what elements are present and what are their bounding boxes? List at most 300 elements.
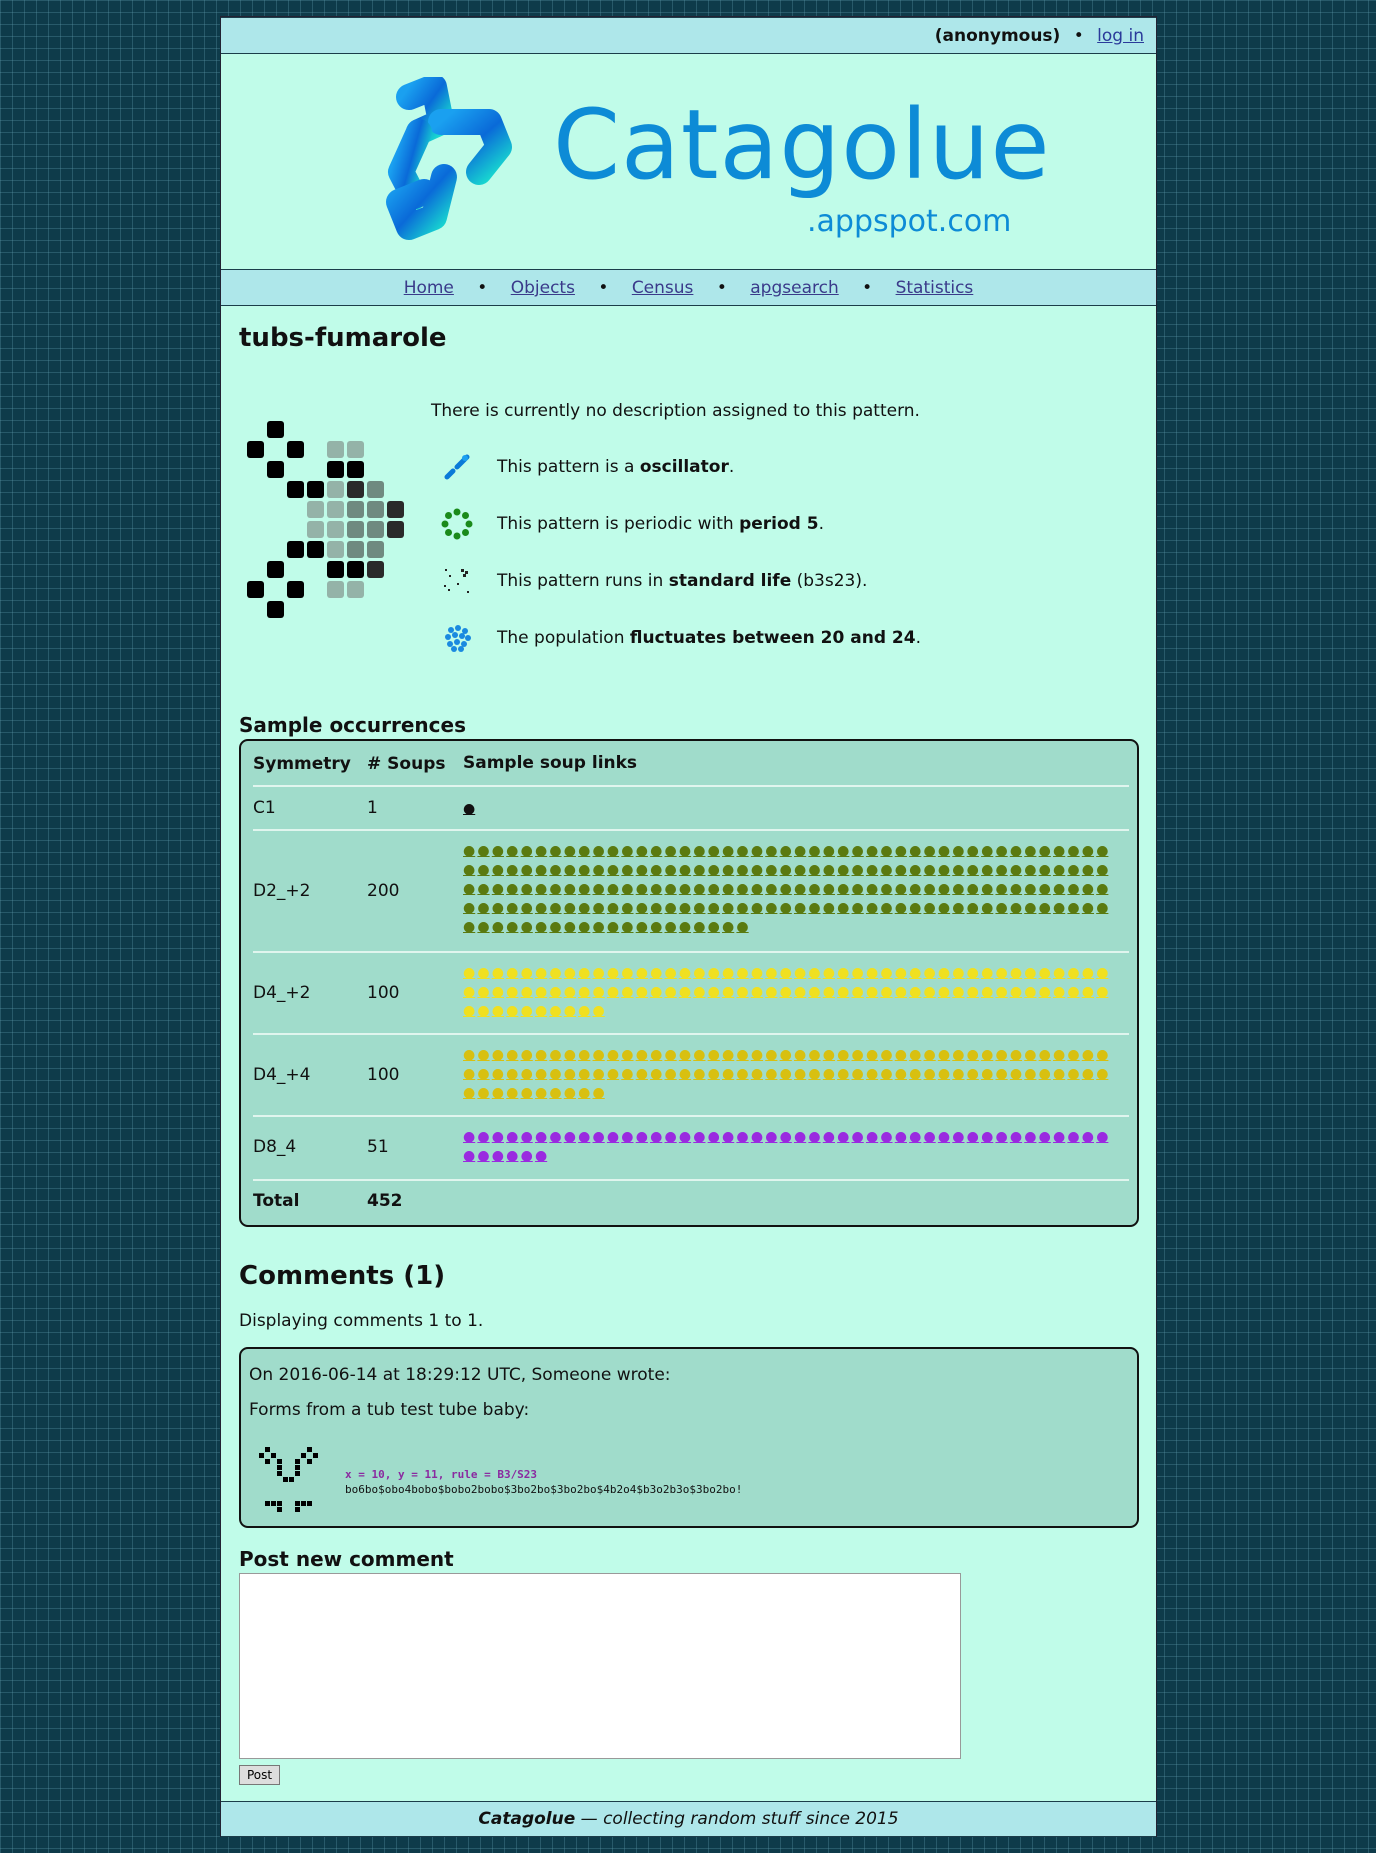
soup-link[interactable]: [578, 1046, 590, 1062]
soup-link[interactable]: [693, 861, 705, 877]
soup-link[interactable]: [535, 861, 547, 877]
soup-link[interactable]: [535, 1128, 547, 1144]
soup-link[interactable]: [477, 1065, 489, 1081]
soup-link[interactable]: [995, 880, 1007, 896]
soup-link[interactable]: [852, 861, 864, 877]
soup-link[interactable]: [535, 842, 547, 858]
soup-link[interactable]: [636, 918, 648, 934]
soup-link[interactable]: [1096, 964, 1108, 980]
soup-link[interactable]: [636, 842, 648, 858]
soup-link[interactable]: [880, 1046, 892, 1062]
soup-link[interactable]: [866, 899, 878, 915]
soup-link[interactable]: [765, 1065, 777, 1081]
soup-link[interactable]: [995, 964, 1007, 980]
soup-link[interactable]: [866, 1046, 878, 1062]
soup-link[interactable]: [880, 899, 892, 915]
soup-link[interactable]: [1053, 861, 1065, 877]
soup-link[interactable]: [952, 1128, 964, 1144]
soup-link[interactable]: [1082, 1046, 1094, 1062]
soup-link[interactable]: [621, 842, 633, 858]
soup-link[interactable]: [564, 899, 576, 915]
soup-link[interactable]: [866, 861, 878, 877]
soup-link[interactable]: [664, 899, 676, 915]
soup-link[interactable]: [564, 1084, 576, 1100]
soup-link[interactable]: [679, 918, 691, 934]
soup-link[interactable]: [621, 861, 633, 877]
soup-link[interactable]: [780, 964, 792, 980]
soup-link[interactable]: [477, 1046, 489, 1062]
soup-link[interactable]: [995, 1046, 1007, 1062]
soup-link[interactable]: [722, 1065, 734, 1081]
soup-link[interactable]: [1010, 861, 1022, 877]
soup-link[interactable]: [564, 1046, 576, 1062]
soup-link[interactable]: [895, 880, 907, 896]
soup-link[interactable]: [708, 861, 720, 877]
soup-link[interactable]: [463, 880, 475, 896]
soup-link[interactable]: [751, 983, 763, 999]
soup-link[interactable]: [578, 918, 590, 934]
soup-link[interactable]: [564, 983, 576, 999]
nav-apgsearch[interactable]: apgsearch: [750, 278, 839, 298]
soup-link[interactable]: [823, 1046, 835, 1062]
soup-link[interactable]: [837, 899, 849, 915]
soup-link[interactable]: [693, 880, 705, 896]
soup-link[interactable]: [780, 1046, 792, 1062]
soup-link[interactable]: [837, 880, 849, 896]
soup-link[interactable]: [1067, 880, 1079, 896]
soup-link[interactable]: [880, 880, 892, 896]
soup-link[interactable]: [708, 899, 720, 915]
soup-link[interactable]: [664, 918, 676, 934]
soup-link[interactable]: [650, 1128, 662, 1144]
soup-link[interactable]: [1039, 842, 1051, 858]
soup-link[interactable]: [1082, 899, 1094, 915]
soup-link[interactable]: [1096, 1065, 1108, 1081]
soup-link[interactable]: [1082, 964, 1094, 980]
soup-link[interactable]: [621, 899, 633, 915]
soup-link[interactable]: [1039, 880, 1051, 896]
soup-link[interactable]: [636, 1046, 648, 1062]
soup-link[interactable]: [1010, 842, 1022, 858]
soup-link[interactable]: [693, 918, 705, 934]
soup-link[interactable]: [664, 842, 676, 858]
soup-link[interactable]: [578, 1002, 590, 1018]
soup-link[interactable]: [650, 880, 662, 896]
soup-link[interactable]: [679, 842, 691, 858]
soup-link[interactable]: [837, 861, 849, 877]
soup-link[interactable]: [650, 899, 662, 915]
soup-link[interactable]: [808, 1065, 820, 1081]
soup-link[interactable]: [1067, 1128, 1079, 1144]
soup-link[interactable]: [880, 861, 892, 877]
soup-link[interactable]: [1082, 983, 1094, 999]
soup-link[interactable]: [995, 842, 1007, 858]
soup-link[interactable]: [794, 1128, 806, 1144]
soup-link[interactable]: [938, 861, 950, 877]
soup-link[interactable]: [679, 964, 691, 980]
soup-link[interactable]: [852, 983, 864, 999]
soup-link[interactable]: [852, 899, 864, 915]
soup-link[interactable]: [895, 1046, 907, 1062]
soup-link[interactable]: [463, 842, 475, 858]
soup-link[interactable]: [780, 1128, 792, 1144]
soup-link[interactable]: [549, 1002, 561, 1018]
soup-link[interactable]: [593, 1002, 605, 1018]
soup-link[interactable]: [549, 918, 561, 934]
soup-link[interactable]: [938, 899, 950, 915]
soup-link[interactable]: [765, 899, 777, 915]
soup-link[interactable]: [621, 1046, 633, 1062]
soup-link[interactable]: [708, 880, 720, 896]
soup-link[interactable]: [693, 1128, 705, 1144]
soup-link[interactable]: [808, 964, 820, 980]
soup-link[interactable]: [607, 964, 619, 980]
soup-link[interactable]: [909, 983, 921, 999]
soup-link[interactable]: [722, 918, 734, 934]
soup-link[interactable]: [492, 861, 504, 877]
soup-link[interactable]: [909, 899, 921, 915]
soup-link[interactable]: [564, 842, 576, 858]
soup-link[interactable]: [1010, 964, 1022, 980]
soup-link[interactable]: [578, 861, 590, 877]
soup-link[interactable]: [967, 1128, 979, 1144]
soup-link[interactable]: [1024, 861, 1036, 877]
soup-link[interactable]: [909, 880, 921, 896]
soup-link[interactable]: [808, 880, 820, 896]
soup-link[interactable]: [823, 983, 835, 999]
soup-link[interactable]: [636, 861, 648, 877]
soup-link[interactable]: [477, 842, 489, 858]
soup-link[interactable]: [736, 964, 748, 980]
soup-link[interactable]: [708, 983, 720, 999]
soup-link[interactable]: [693, 899, 705, 915]
soup-link[interactable]: [535, 964, 547, 980]
soup-link[interactable]: [736, 842, 748, 858]
soup-link[interactable]: [506, 899, 518, 915]
soup-link[interactable]: [492, 842, 504, 858]
soup-link[interactable]: [938, 880, 950, 896]
soup-link[interactable]: [823, 964, 835, 980]
soup-link[interactable]: [995, 899, 1007, 915]
soup-link[interactable]: [664, 861, 676, 877]
soup-link[interactable]: [1082, 861, 1094, 877]
soup-link[interactable]: [938, 983, 950, 999]
soup-link[interactable]: [952, 1046, 964, 1062]
soup-link[interactable]: [664, 880, 676, 896]
soup-link[interactable]: [924, 964, 936, 980]
soup-link[interactable]: [607, 842, 619, 858]
soup-link[interactable]: [564, 861, 576, 877]
soup-link[interactable]: [880, 1065, 892, 1081]
soup-link[interactable]: [679, 983, 691, 999]
soup-link[interactable]: [506, 861, 518, 877]
soup-link[interactable]: [463, 1046, 475, 1062]
soup-link[interactable]: [477, 1147, 489, 1163]
soup-link[interactable]: [1024, 899, 1036, 915]
soup-link[interactable]: [794, 861, 806, 877]
soup-link[interactable]: [679, 1128, 691, 1144]
soup-link[interactable]: [693, 1046, 705, 1062]
soup-link[interactable]: [607, 1128, 619, 1144]
soup-link[interactable]: [1096, 983, 1108, 999]
soup-link[interactable]: [967, 880, 979, 896]
soup-link[interactable]: [1067, 983, 1079, 999]
soup-link[interactable]: [895, 1065, 907, 1081]
soup-link[interactable]: [593, 918, 605, 934]
soup-link[interactable]: [751, 1046, 763, 1062]
soup-link[interactable]: [780, 983, 792, 999]
soup-link[interactable]: [924, 880, 936, 896]
soup-link[interactable]: [852, 1128, 864, 1144]
soup-link[interactable]: [794, 1065, 806, 1081]
soup-link[interactable]: [463, 983, 475, 999]
soup-link[interactable]: [664, 1046, 676, 1062]
soup-link[interactable]: [909, 842, 921, 858]
soup-link[interactable]: [722, 964, 734, 980]
soup-link[interactable]: [794, 842, 806, 858]
soup-link[interactable]: [794, 983, 806, 999]
soup-link[interactable]: [909, 964, 921, 980]
soup-link[interactable]: [1067, 842, 1079, 858]
soup-link[interactable]: [837, 1046, 849, 1062]
soup-link[interactable]: [708, 964, 720, 980]
soup-link[interactable]: [909, 1128, 921, 1144]
soup-link[interactable]: [952, 880, 964, 896]
soup-link[interactable]: [1053, 983, 1065, 999]
soup-link[interactable]: [780, 899, 792, 915]
soup-link[interactable]: [1010, 1128, 1022, 1144]
soup-link[interactable]: [995, 861, 1007, 877]
soup-link[interactable]: [607, 1046, 619, 1062]
soup-link[interactable]: [549, 1065, 561, 1081]
soup-link[interactable]: [492, 1002, 504, 1018]
soup-link[interactable]: [521, 918, 533, 934]
soup-link[interactable]: [722, 983, 734, 999]
soup-link[interactable]: [549, 964, 561, 980]
soup-link[interactable]: [693, 842, 705, 858]
soup-link[interactable]: [895, 1128, 907, 1144]
soup-link[interactable]: [736, 1065, 748, 1081]
soup-link[interactable]: [521, 1065, 533, 1081]
soup-link[interactable]: [693, 964, 705, 980]
soup-link[interactable]: [549, 1128, 561, 1144]
soup-link[interactable]: [1053, 1046, 1065, 1062]
soup-link[interactable]: [1053, 964, 1065, 980]
soup-link[interactable]: [837, 842, 849, 858]
soup-link[interactable]: [866, 1128, 878, 1144]
soup-link[interactable]: [952, 983, 964, 999]
soup-link[interactable]: [780, 861, 792, 877]
soup-link[interactable]: [521, 842, 533, 858]
soup-link[interactable]: [463, 800, 475, 816]
soup-link[interactable]: [477, 918, 489, 934]
soup-link[interactable]: [895, 899, 907, 915]
soup-link[interactable]: [981, 899, 993, 915]
soup-link[interactable]: [751, 1065, 763, 1081]
nav-home[interactable]: Home: [403, 278, 454, 298]
soup-link[interactable]: [938, 1065, 950, 1081]
soup-link[interactable]: [895, 842, 907, 858]
soup-link[interactable]: [751, 899, 763, 915]
soup-link[interactable]: [924, 861, 936, 877]
soup-link[interactable]: [852, 1065, 864, 1081]
soup-link[interactable]: [564, 1128, 576, 1144]
soup-link[interactable]: [736, 861, 748, 877]
soup-link[interactable]: [650, 842, 662, 858]
soup-link[interactable]: [621, 918, 633, 934]
soup-link[interactable]: [765, 861, 777, 877]
soup-link[interactable]: [866, 983, 878, 999]
soup-link[interactable]: [722, 1046, 734, 1062]
soup-link[interactable]: [506, 1084, 518, 1100]
soup-link[interactable]: [564, 918, 576, 934]
soup-link[interactable]: [549, 861, 561, 877]
soup-link[interactable]: [535, 1084, 547, 1100]
soup-link[interactable]: [621, 1065, 633, 1081]
soup-link[interactable]: [492, 899, 504, 915]
soup-link[interactable]: [535, 899, 547, 915]
soup-link[interactable]: [463, 899, 475, 915]
soup-link[interactable]: [1024, 983, 1036, 999]
soup-link[interactable]: [564, 964, 576, 980]
soup-link[interactable]: [636, 1128, 648, 1144]
soup-link[interactable]: [895, 964, 907, 980]
soup-link[interactable]: [593, 1128, 605, 1144]
soup-link[interactable]: [650, 964, 662, 980]
soup-link[interactable]: [995, 983, 1007, 999]
soup-link[interactable]: [952, 842, 964, 858]
soup-link[interactable]: [506, 842, 518, 858]
nav-objects[interactable]: Objects: [510, 278, 575, 298]
soup-link[interactable]: [1039, 1128, 1051, 1144]
soup-link[interactable]: [1082, 1065, 1094, 1081]
soup-link[interactable]: [477, 1128, 489, 1144]
soup-link[interactable]: [722, 1128, 734, 1144]
soup-link[interactable]: [521, 861, 533, 877]
soup-link[interactable]: [521, 1147, 533, 1163]
soup-link[interactable]: [1039, 983, 1051, 999]
soup-link[interactable]: [636, 899, 648, 915]
soup-link[interactable]: [1024, 880, 1036, 896]
soup-link[interactable]: [506, 1065, 518, 1081]
soup-link[interactable]: [722, 899, 734, 915]
soup-link[interactable]: [593, 983, 605, 999]
soup-link[interactable]: [564, 1065, 576, 1081]
soup-link[interactable]: [1039, 964, 1051, 980]
soup-link[interactable]: [593, 861, 605, 877]
soup-link[interactable]: [967, 1046, 979, 1062]
soup-link[interactable]: [621, 880, 633, 896]
soup-link[interactable]: [808, 899, 820, 915]
soup-link[interactable]: [463, 1084, 475, 1100]
soup-link[interactable]: [564, 880, 576, 896]
soup-link[interactable]: [1024, 1046, 1036, 1062]
soup-link[interactable]: [823, 880, 835, 896]
soup-link[interactable]: [521, 1046, 533, 1062]
soup-link[interactable]: [664, 1128, 676, 1144]
soup-link[interactable]: [564, 1002, 576, 1018]
soup-link[interactable]: [938, 1046, 950, 1062]
soup-link[interactable]: [780, 1065, 792, 1081]
soup-link[interactable]: [837, 1065, 849, 1081]
soup-link[interactable]: [607, 1065, 619, 1081]
soup-link[interactable]: [521, 899, 533, 915]
soup-link[interactable]: [1082, 842, 1094, 858]
soup-link[interactable]: [679, 1065, 691, 1081]
soup-link[interactable]: [808, 1128, 820, 1144]
soup-link[interactable]: [492, 1128, 504, 1144]
soup-link[interactable]: [578, 842, 590, 858]
soup-link[interactable]: [924, 1065, 936, 1081]
soup-link[interactable]: [952, 861, 964, 877]
soup-link[interactable]: [1067, 1046, 1079, 1062]
soup-link[interactable]: [1096, 861, 1108, 877]
soup-link[interactable]: [808, 861, 820, 877]
soup-link[interactable]: [736, 918, 748, 934]
soup-link[interactable]: [506, 964, 518, 980]
soup-link[interactable]: [1039, 861, 1051, 877]
soup-link[interactable]: [794, 880, 806, 896]
soup-link[interactable]: [808, 842, 820, 858]
soup-link[interactable]: [995, 1128, 1007, 1144]
soup-link[interactable]: [1067, 899, 1079, 915]
soup-link[interactable]: [823, 842, 835, 858]
soup-link[interactable]: [1096, 1046, 1108, 1062]
soup-link[interactable]: [535, 880, 547, 896]
soup-link[interactable]: [607, 983, 619, 999]
soup-link[interactable]: [1010, 899, 1022, 915]
soup-link[interactable]: [492, 880, 504, 896]
soup-link[interactable]: [593, 899, 605, 915]
soup-link[interactable]: [751, 880, 763, 896]
soup-link[interactable]: [679, 861, 691, 877]
soup-link[interactable]: [492, 918, 504, 934]
soup-link[interactable]: [1096, 1128, 1108, 1144]
soup-link[interactable]: [621, 964, 633, 980]
soup-link[interactable]: [708, 1046, 720, 1062]
soup-link[interactable]: [736, 1046, 748, 1062]
soup-link[interactable]: [1053, 1065, 1065, 1081]
soup-link[interactable]: [521, 964, 533, 980]
soup-link[interactable]: [736, 1128, 748, 1144]
soup-link[interactable]: [823, 1128, 835, 1144]
soup-link[interactable]: [549, 1046, 561, 1062]
soup-link[interactable]: [463, 1065, 475, 1081]
soup-link[interactable]: [593, 1065, 605, 1081]
soup-link[interactable]: [967, 1065, 979, 1081]
soup-link[interactable]: [981, 964, 993, 980]
soup-link[interactable]: [967, 983, 979, 999]
soup-link[interactable]: [1024, 1128, 1036, 1144]
soup-link[interactable]: [549, 1084, 561, 1100]
soup-link[interactable]: [477, 880, 489, 896]
soup-link[interactable]: [722, 880, 734, 896]
comment-textarea[interactable]: [239, 1573, 961, 1759]
soup-link[interactable]: [866, 880, 878, 896]
soup-link[interactable]: [823, 1065, 835, 1081]
nav-statistics[interactable]: Statistics: [895, 278, 974, 298]
soup-link[interactable]: [535, 1147, 547, 1163]
soup-link[interactable]: [995, 1065, 1007, 1081]
soup-link[interactable]: [751, 1128, 763, 1144]
soup-link[interactable]: [578, 880, 590, 896]
soup-link[interactable]: [636, 983, 648, 999]
soup-link[interactable]: [535, 1046, 547, 1062]
soup-link[interactable]: [866, 1065, 878, 1081]
soup-link[interactable]: [549, 842, 561, 858]
soup-link[interactable]: [578, 1128, 590, 1144]
soup-link[interactable]: [521, 1084, 533, 1100]
